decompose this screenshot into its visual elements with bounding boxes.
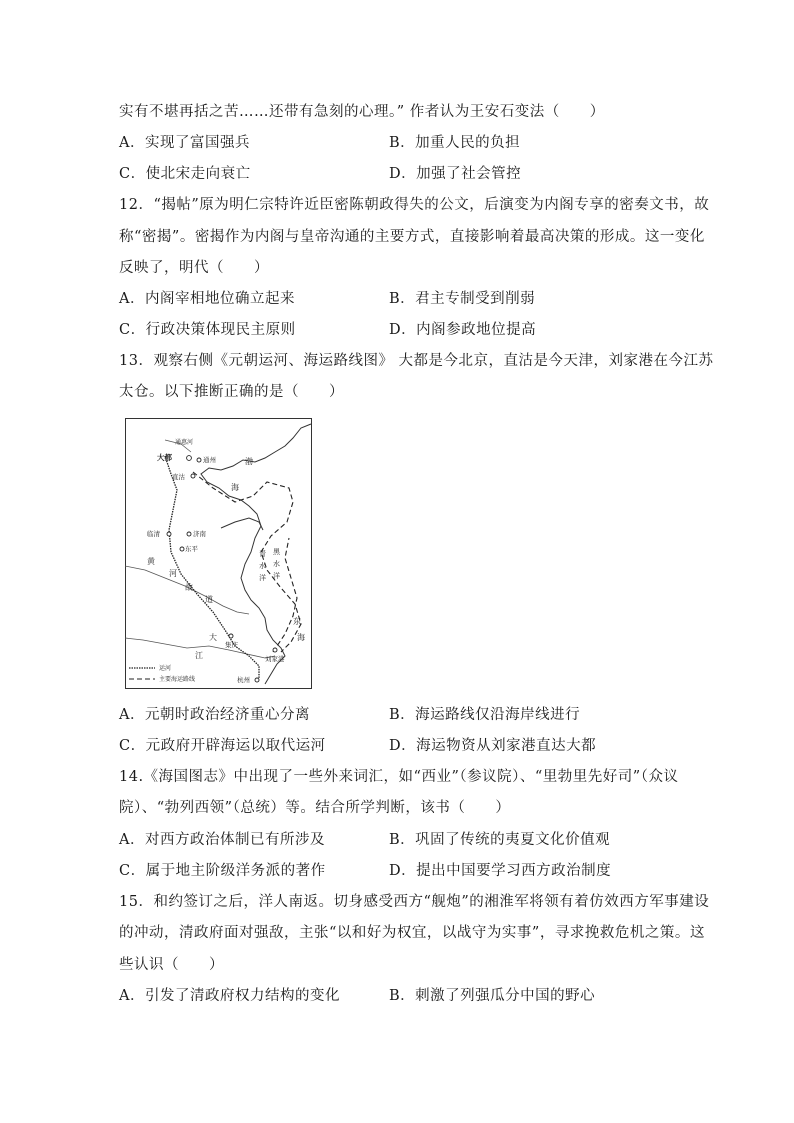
city-jiqing bbox=[229, 634, 233, 638]
label-yang1: 洋 bbox=[259, 574, 266, 582]
label-hai: 海 bbox=[297, 633, 305, 642]
city-tongzhou bbox=[197, 458, 201, 462]
q14-stem-line-2: 院）、“勃列西领”（总统）等。结合所学判断，该书（ ） bbox=[119, 800, 511, 816]
q14-stem-line-1: 14.《海国图志》中出现了一些外来词汇，如“西业”（参议院）、“里勃里先好司”（众议 bbox=[119, 769, 679, 785]
label-shui2: 水 bbox=[273, 560, 280, 568]
q15-stem-line-1: 15．和约签订之后，洋人南返。切身感受西方“舰炮”的湘淮军将领有着仿效西方军事建设 bbox=[119, 894, 710, 910]
q12-stem-line-3: 反映了，明代（ ） bbox=[119, 260, 269, 276]
city-liujiagang bbox=[273, 648, 277, 652]
label-jiang: 江 bbox=[195, 651, 203, 660]
q14-option-d[interactable]: D．提出中国要学习西方政治制度 bbox=[389, 863, 612, 879]
label-linqing: 临清 bbox=[147, 530, 160, 538]
city-linqing bbox=[167, 532, 171, 536]
yuan-canal-sea-route-map bbox=[125, 418, 312, 689]
city-hangzhou bbox=[255, 678, 259, 682]
label-huang: 黄 bbox=[147, 557, 155, 566]
legend-sea-route-label: 主要海运路线 bbox=[159, 676, 196, 683]
q14-option-a[interactable]: A．对西方政治体制已有所涉及 bbox=[119, 832, 325, 848]
q12-stem-line-2: 称“密揭”。密揭作为内阁与皇帝沟通的主要方式，直接影响着最高决策的形成。这一变化 bbox=[119, 229, 705, 245]
q13-option-a[interactable]: A．元朝时政治经济重心分离 bbox=[119, 707, 310, 723]
label-dong: 东 bbox=[293, 617, 301, 626]
city-jinan bbox=[187, 532, 191, 536]
label-zhigu: 直沽 bbox=[172, 473, 185, 481]
label-he: 河 bbox=[169, 569, 177, 578]
label-liujiagang: 刘家港 bbox=[265, 655, 285, 663]
label-tonghui-river: 通惠河 bbox=[175, 439, 194, 446]
label-dongping: 东平 bbox=[185, 545, 198, 553]
label-jinan: 济南 bbox=[193, 530, 206, 538]
label-bo1: 渤 bbox=[245, 457, 253, 466]
q12-option-d[interactable]: D．内阁参政地位提高 bbox=[389, 322, 537, 338]
q11-option-c[interactable]: C．使北宋走向衰亡 bbox=[119, 166, 251, 182]
q13-option-b[interactable]: B．海运路线仅沿海岸线进行 bbox=[389, 707, 581, 723]
q15-option-a[interactable]: A．引发了清政府权力结构的变化 bbox=[119, 988, 340, 1004]
city-zhigu bbox=[191, 474, 195, 478]
q13-option-d[interactable]: D．海运物资从刘家港直达大都 bbox=[389, 738, 597, 754]
label-gu: 故 bbox=[185, 583, 193, 592]
label-qing: 青 bbox=[259, 550, 266, 558]
q12-option-a[interactable]: A．内阁宰相地位确立起来 bbox=[119, 291, 295, 307]
q14-option-b[interactable]: B．巩固了传统的夷夏文化价值观 bbox=[389, 832, 611, 848]
q13-stem-line-1: 13．观察右侧《元朝运河、海运路线图》 大都是今北京，直沽是今天津，刘家港在今江苏 bbox=[119, 353, 714, 369]
q14-option-c[interactable]: C．属于地主阶级洋务派的著作 bbox=[119, 863, 326, 879]
legend-canal-label: 运河 bbox=[159, 665, 172, 672]
q15-stem-line-3: 些认识（ ） bbox=[119, 957, 224, 973]
q15-stem-line-2: 的冲动，清政府面对强敌，主张“以和好为权宜，以战守为实事”，寻求挽救危机之策。这 bbox=[119, 925, 705, 941]
q11-option-b[interactable]: B．加重人民的负担 bbox=[389, 135, 521, 151]
label-da: 大 bbox=[209, 633, 217, 642]
label-dadu: 大都 bbox=[157, 453, 172, 462]
label-jiqing: 集庆 bbox=[225, 641, 238, 649]
q11-stem-tail: 实有不堪再括之苦……还带有急刻的心理。” 作者认为王安石变法（ ） bbox=[119, 104, 605, 120]
label-dao: 道 bbox=[205, 595, 213, 604]
label-tongzhou: 通州 bbox=[203, 456, 216, 464]
city-dadu bbox=[187, 456, 192, 461]
q12-option-b[interactable]: B．君主专制受到削弱 bbox=[389, 291, 536, 307]
q12-option-c[interactable]: C．行政决策体现民主原则 bbox=[119, 322, 296, 338]
label-hangzhou: 杭州 bbox=[237, 676, 250, 684]
q15-option-b[interactable]: B．刺激了列强瓜分中国的野心 bbox=[389, 988, 596, 1004]
label-yang2: 洋 bbox=[273, 572, 280, 580]
q11-option-a[interactable]: A．实现了富国强兵 bbox=[119, 135, 250, 151]
label-hei: 黑 bbox=[273, 548, 280, 556]
q13-stem-line-2: 太仓。以下推断正确的是（ ） bbox=[119, 384, 344, 400]
city-dongping bbox=[180, 547, 184, 551]
q13-option-c[interactable]: C．元政府开辟海运以取代运河 bbox=[119, 738, 326, 754]
q11-option-d[interactable]: D．加强了社会管控 bbox=[389, 166, 522, 182]
label-shui1: 水 bbox=[259, 562, 266, 570]
label-bo2: 海 bbox=[231, 483, 239, 492]
q12-stem-line-1: 12．“揭帖”原为明仁宗特许近臣密陈朝政得失的公文，后演变为内阁专享的密奏文书，故 bbox=[119, 197, 710, 213]
